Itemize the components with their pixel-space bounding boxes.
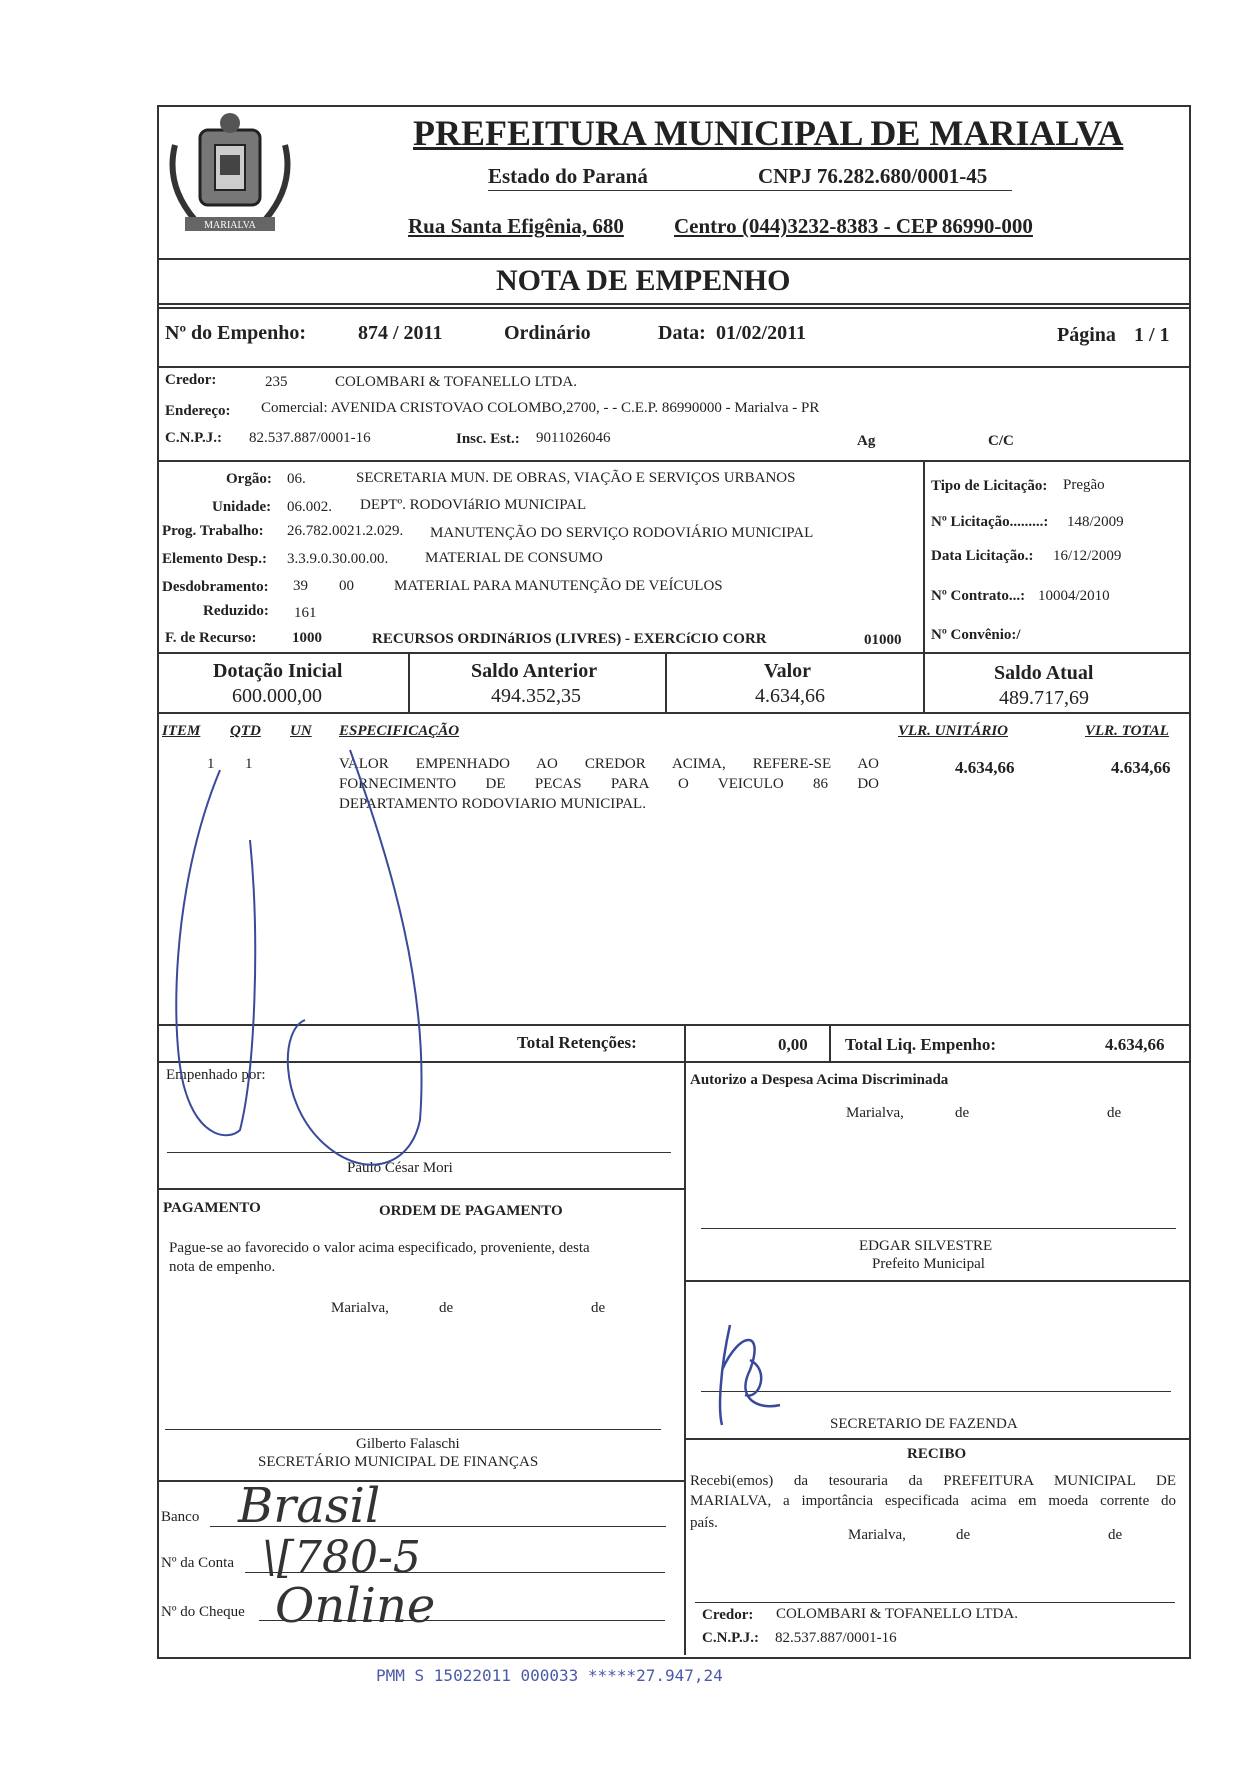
header-district: Centro (044)3232-8383 - CEP 86990-000	[674, 214, 1033, 238]
recurso-name: RECURSOS ORDINáRIOS (LIVRES) - EXERCíCIO CORR	[372, 631, 767, 647]
empenho-number: 874 / 2011	[358, 322, 443, 344]
recurso-code2: 01000	[864, 632, 902, 648]
conta-handwritten: \[780-5	[262, 1532, 421, 1583]
recibo-title: RECIBO	[907, 1446, 967, 1462]
valor-value: 4.634,66	[755, 685, 825, 707]
header-state: Estado do Paraná	[488, 164, 648, 188]
banco-handwritten: Brasil	[238, 1478, 381, 1534]
recurso-code: 1000	[292, 630, 322, 646]
col-item: ITEM	[162, 723, 201, 739]
cnpj-label: C.N.P.J.:	[165, 430, 222, 446]
cheque-handwritten: Online	[275, 1578, 436, 1634]
autorizo-label: Autorizo a Despesa Acima Discriminada	[690, 1072, 949, 1088]
row-espec-line3: DEPARTAMENTO RODOVIARIO MUNICIPAL.	[339, 796, 646, 812]
empenho-number-label: Nº do Empenho:	[165, 322, 307, 344]
recurso-label: F. de Recurso:	[165, 630, 257, 646]
licitacao-data-label: Data Licitação.:	[931, 548, 1034, 564]
unidade-label: Unidade:	[212, 499, 272, 515]
dotacao-label: Dotação Inicial	[213, 660, 343, 682]
col-vlr-total: VLR. TOTAL	[1085, 723, 1169, 739]
saldo-anterior-label: Saldo Anterior	[471, 660, 598, 682]
valor-label: Valor	[764, 660, 812, 682]
recibo-cnpj-label: C.N.P.J.:	[702, 1630, 759, 1646]
autorizo-de2: de	[1107, 1105, 1122, 1121]
prog-label: Prog. Trabalho:	[162, 523, 264, 539]
recibo-cnpj: 82.537.887/0001-16	[775, 1630, 897, 1646]
contrato-label: Nº Contrato...:	[931, 588, 1026, 604]
desdobramento-label: Desdobramento:	[162, 579, 269, 595]
desdobramento-name: MATERIAL PARA MANUTENÇÃO DE VEÍCULOS	[394, 578, 723, 594]
ag-label: Ag	[857, 433, 876, 449]
saldo-atual-label: Saldo Atual	[994, 662, 1094, 684]
recibo-texto-l2: MARIALVA, a importância especificada acima em moeda corrente do	[690, 1493, 1176, 1509]
credor-label: Credor:	[165, 372, 217, 388]
endereco-value: Comercial: AVENIDA CRISTOVAO COLOMBO,2700, - - C.E.P. 86990000 - Marialva - PR	[261, 400, 820, 416]
licitacao-num-label: Nº Licitação.........:	[931, 514, 1049, 530]
row-espec-line1: VALOR EMPENHADO AO CREDOR ACIMA, REFERE-SE AO	[339, 756, 879, 772]
insc-label: Insc. Est.:	[456, 431, 520, 447]
header-cnpj: CNPJ 76.282.680/0001-45	[758, 164, 988, 188]
row-qtd: 1	[245, 756, 253, 772]
pagamento-texto-l1: Pague-se ao favorecido o valor acima especificado, proveniente, desta	[169, 1240, 590, 1256]
orgao-code: 06.	[287, 471, 306, 487]
retencoes-label: Total Retenções:	[517, 1033, 637, 1052]
unidade-name: DEPTº. RODOVIáRIO MUNICIPAL	[360, 497, 587, 513]
credor-name: COLOMBARI & TOFANELLO LTDA.	[335, 374, 577, 390]
row-vlr-unitario: 4.634,66	[955, 758, 1015, 777]
liq-empenho-label: Total Liq. Empenho:	[845, 1035, 996, 1054]
convenio-label: Nº Convênio:/	[931, 627, 1021, 643]
header-address: Rua Santa Efigênia, 680	[408, 214, 624, 238]
cheque-label: Nº do Cheque	[161, 1604, 245, 1620]
empenho-date: 01/02/2011	[716, 322, 807, 344]
row-espec-line2: FORNECIMENTO DE PECAS PARA O VEICULO 86 DO	[339, 776, 879, 792]
endereco-label: Endereço:	[165, 403, 231, 419]
row-vlr-total: 4.634,66	[1111, 758, 1171, 777]
elemento-code: 3.3.9.0.30.00.00.	[287, 551, 389, 567]
page-number: 1 / 1	[1134, 324, 1170, 346]
unidade-code: 06.002.	[287, 499, 332, 515]
reduzido-label: Reduzido:	[203, 603, 269, 619]
empenhado-label: Empenhado por:	[166, 1067, 266, 1083]
credor-code: 235	[265, 374, 288, 390]
desdobramento-code1: 39	[293, 578, 308, 594]
cc-label: C/C	[988, 433, 1014, 449]
col-vlr-unitario: VLR. UNITÁRIO	[898, 723, 1009, 739]
doc-title: NOTA DE EMPENHO	[496, 264, 791, 297]
coat-of-arms-icon	[160, 105, 310, 253]
ordem-pagamento-label: ORDEM DE PAGAMENTO	[379, 1203, 563, 1219]
pagamento-de2: de	[591, 1300, 606, 1316]
licitacao-tipo-label: Tipo de Licitação:	[931, 478, 1048, 494]
header-title: PREFEITURA MUNICIPAL DE MARIALVA	[413, 113, 1124, 153]
pagamento-local: Marialva,	[331, 1300, 389, 1316]
licitacao-data: 16/12/2009	[1053, 548, 1122, 564]
row-item: 1	[207, 756, 215, 772]
recibo-de2: de	[1108, 1527, 1123, 1543]
pagamento-label: PAGAMENTO	[163, 1200, 261, 1216]
licitacao-tipo: Pregão	[1063, 477, 1105, 493]
elemento-name: MATERIAL DE CONSUMO	[425, 550, 603, 566]
prefeito-cargo: Prefeito Municipal	[872, 1256, 985, 1272]
saldo-atual-value: 489.717,69	[999, 687, 1089, 709]
dotacao-value: 600.000,00	[232, 685, 322, 707]
col-un: UN	[290, 723, 312, 739]
recibo-texto-l1: Recebi(emos) da tesouraria da PREFEITURA MUNICIPAL DE	[690, 1473, 1176, 1489]
autorizo-de1: de	[955, 1105, 970, 1121]
empenhado-nome: Paulo César Mori	[347, 1160, 453, 1176]
conta-label: Nº da Conta	[161, 1555, 234, 1571]
banco-label: Banco	[161, 1509, 200, 1525]
insc-value: 9011026046	[536, 430, 611, 446]
prog-name: MANUTENÇÃO DO SERVIÇO RODOVIÁRIO MUNICIPAL	[430, 525, 814, 541]
pagamento-texto-l2: nota de empenho.	[169, 1259, 276, 1275]
saldo-anterior-value: 494.352,35	[491, 685, 581, 707]
secretario-nome: Gilberto Falaschi	[356, 1436, 460, 1452]
coat-of-arms-ribbon-text: MARIALVA	[204, 220, 256, 231]
orgao-label: Orgão:	[226, 471, 272, 487]
secretario-cargo: SECRETÁRIO MUNICIPAL DE FINANÇAS	[258, 1454, 539, 1470]
empenho-type: Ordinário	[504, 322, 591, 344]
cnpj-value: 82.537.887/0001-16	[249, 430, 371, 446]
desdobramento-code2: 00	[339, 578, 354, 594]
autorizo-local: Marialva,	[846, 1105, 904, 1121]
contrato-value: 10004/2010	[1038, 588, 1110, 604]
recibo-de1: de	[956, 1527, 971, 1543]
prefeito-nome: EDGAR SILVESTRE	[859, 1238, 993, 1254]
recibo-credor: COLOMBARI & TOFANELLO LTDA.	[776, 1606, 1018, 1622]
col-qtd: QTD	[230, 723, 261, 739]
recibo-local: Marialva,	[848, 1527, 906, 1543]
reduzido-value: 161	[294, 605, 317, 621]
page-label: Página	[1057, 324, 1116, 346]
liq-empenho-value: 4.634,66	[1105, 1035, 1165, 1054]
recibo-credor-label: Credor:	[702, 1607, 754, 1623]
licitacao-num: 148/2009	[1067, 514, 1124, 530]
elemento-label: Elemento Desp.:	[162, 551, 267, 567]
recibo-texto-l3: país.	[690, 1515, 718, 1531]
col-especificacao: ESPECIFICAÇÃO	[339, 723, 460, 739]
empenho-date-label: Data:	[658, 322, 706, 344]
orgao-name: SECRETARIA MUN. DE OBRAS, VIAÇÃO E SERVIÇOS URBANOS	[356, 470, 796, 486]
secretario-fazenda: SECRETARIO DE FAZENDA	[830, 1416, 1018, 1432]
prog-code: 26.782.0021.2.029.	[287, 523, 404, 539]
pagamento-de1: de	[439, 1300, 454, 1316]
mechanical-stamp: PMM S 15022011 000033 *****27.947,24	[376, 1666, 723, 1685]
retencoes-value: 0,00	[778, 1035, 808, 1054]
